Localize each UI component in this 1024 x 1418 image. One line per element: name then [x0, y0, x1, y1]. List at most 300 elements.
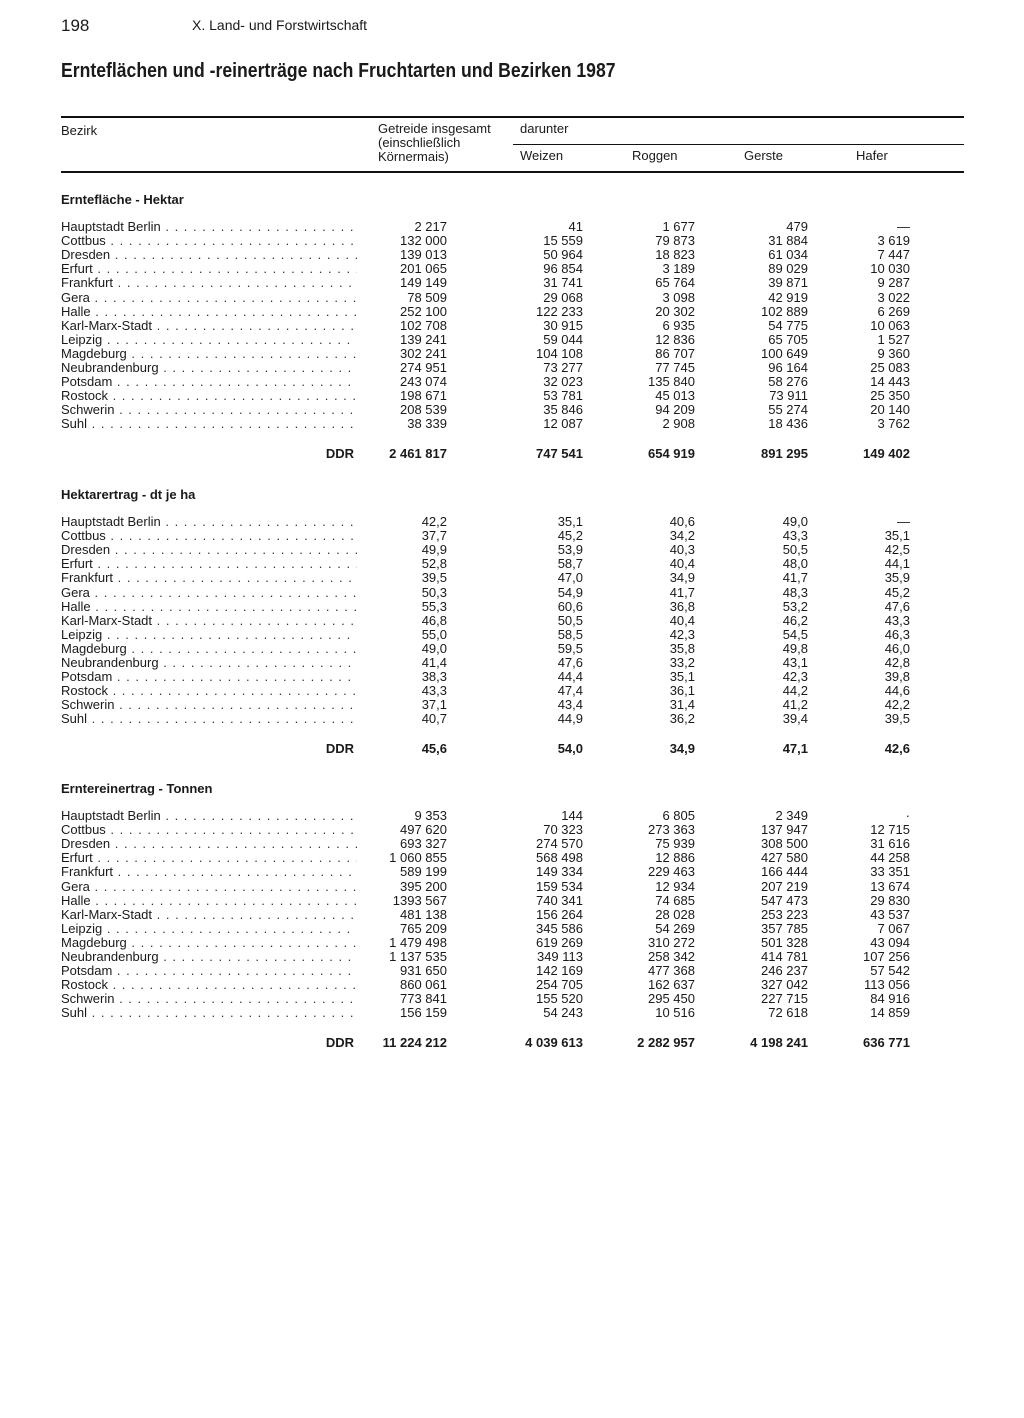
row-label: Erfurt . . .	[61, 557, 357, 571]
table-cell: 96 854	[543, 261, 583, 277]
table-row	[0, 837, 1024, 851]
table-cell: 773 841	[400, 991, 447, 1007]
table-cell: 35,8	[669, 640, 695, 656]
total-label: DDR	[325, 446, 354, 461]
table-cell: 47,6	[884, 598, 910, 614]
row-label: Schwerin . . .	[61, 698, 357, 712]
table-cell: 49,8	[782, 640, 808, 656]
row-label: Frankfurt . . .	[61, 865, 357, 879]
column-header-weizen: Weizen	[520, 148, 564, 163]
table-cell: 144	[561, 808, 583, 823]
table-cell: 55,0	[421, 626, 447, 642]
table-cell: 860 061	[400, 977, 447, 993]
table-cell: 113 056	[863, 977, 910, 993]
row-label: Gera . . .	[61, 880, 357, 894]
table-cell: 28 028	[655, 906, 695, 922]
table-cell: 46,0	[884, 640, 910, 656]
table-cell: 12 836	[655, 331, 695, 347]
table-cell: 77 745	[655, 360, 695, 375]
table-cell: 45 013	[655, 388, 695, 404]
table-cell: 45,2	[884, 584, 910, 600]
table-top-rule	[61, 116, 964, 118]
row-label: Rostock . . .	[61, 684, 357, 698]
total-cell: 34,9	[669, 741, 695, 756]
table-cell: 501 328	[761, 934, 808, 950]
table-row	[0, 1006, 1024, 1020]
table-cell: 20 140	[870, 402, 910, 418]
table-cell: 12 934	[655, 878, 695, 894]
table-cell: 61 034	[768, 247, 808, 263]
table-cell: 155 520	[536, 991, 583, 1007]
row-label: Dresden . . .	[61, 543, 357, 557]
table-row	[0, 319, 1024, 333]
row-label: Suhl . . .	[61, 1006, 357, 1020]
table-cell: 162 637	[648, 977, 695, 993]
table-row	[0, 529, 1024, 543]
table-cell: 43,1	[782, 655, 808, 670]
table-row	[0, 375, 1024, 389]
table-cell: 50,5	[782, 542, 808, 558]
table-cell: 42,3	[669, 626, 695, 642]
table-cell: 765 209	[400, 920, 447, 936]
row-label: Potsdam . . .	[61, 375, 357, 389]
table-row	[0, 656, 1024, 670]
table-cell: 29 068	[543, 289, 583, 305]
row-label: Potsdam . . .	[61, 964, 357, 978]
table-cell: 43,3	[782, 528, 808, 544]
table-row	[0, 389, 1024, 403]
total-row	[0, 447, 1024, 461]
row-label: Schwerin . . .	[61, 403, 357, 417]
table-cell: 45,2	[557, 528, 583, 544]
total-label: DDR	[325, 1035, 354, 1050]
table-cell: 274 951	[400, 360, 447, 375]
table-cell: 59,5	[557, 640, 583, 656]
table-cell: 295 450	[648, 991, 695, 1007]
table-cell: 58 276	[768, 374, 808, 390]
section-title: Hektarertrag - dt je ha	[61, 487, 196, 502]
table-cell: 547 473	[761, 892, 808, 908]
row-label: Karl-Marx-Stadt . . .	[61, 319, 357, 333]
table-cell: 52,8	[421, 556, 447, 572]
table-cell: 302 241	[400, 345, 447, 361]
table-row	[0, 642, 1024, 656]
table-row	[0, 908, 1024, 922]
table-cell: 53,2	[782, 598, 808, 614]
table-cell: 274 570	[536, 836, 583, 852]
table-cell: 30 915	[543, 317, 583, 333]
table-row	[0, 220, 1024, 234]
table-cell: 102 889	[761, 303, 808, 319]
table-cell: 65 705	[768, 331, 808, 347]
table-cell: 47,0	[557, 570, 583, 586]
table-cell: 273 363	[648, 822, 695, 838]
table-cell: 40,7	[421, 711, 447, 727]
table-cell: 139 241	[400, 331, 447, 347]
column-header-darunter: darunter	[520, 121, 569, 136]
table-cell: 94 209	[655, 402, 695, 418]
table-cell: 44,2	[782, 683, 808, 699]
row-label: Neubrandenburg . . .	[61, 656, 357, 670]
table-cell: 477 368	[648, 963, 695, 979]
total-label: DDR	[325, 741, 354, 756]
row-label: Halle . . .	[61, 600, 357, 614]
table-cell: 53 781	[543, 388, 583, 404]
section-title: Erntereinertrag - Tonnen	[61, 781, 213, 796]
page-number: 198	[61, 16, 90, 35]
table-cell: 3 022	[877, 289, 910, 305]
table-cell: 42,2	[884, 697, 910, 713]
table-cell: 497 620	[400, 822, 447, 838]
table-cell: 1 060 855	[389, 850, 447, 866]
table-cell: 43,3	[421, 683, 447, 699]
table-row	[0, 262, 1024, 276]
table-row	[0, 936, 1024, 950]
table-cell: 100 649	[761, 345, 808, 361]
table-cell: 41	[568, 219, 583, 234]
table-row	[0, 712, 1024, 726]
row-label: Karl-Marx-Stadt . . .	[61, 908, 357, 922]
table-cell: 53,9	[557, 542, 583, 558]
table-cell: 122 233	[536, 303, 583, 319]
table-cell: 35,1	[669, 669, 695, 685]
row-label: Hauptstadt Berlin . . .	[61, 809, 357, 823]
table-cell: 6 805	[662, 808, 695, 823]
table-cell: 568 498	[536, 850, 583, 866]
row-label: Cottbus . . .	[61, 234, 357, 248]
table-cell: 18 436	[768, 416, 808, 432]
table-cell: 44,6	[884, 683, 910, 699]
table-cell: 42,8	[884, 655, 910, 670]
table-row	[0, 347, 1024, 361]
table-cell: 132 000	[400, 233, 447, 249]
table-row	[0, 950, 1024, 964]
table-row	[0, 571, 1024, 585]
table-cell: 42,5	[884, 542, 910, 558]
row-label: Neubrandenburg . . .	[61, 361, 357, 375]
total-cell: 747 541	[536, 446, 583, 461]
table-cell: 50,5	[557, 612, 583, 628]
table-cell: 54 243	[543, 1005, 583, 1021]
table-cell: 159 534	[536, 878, 583, 894]
table-cell: 41,7	[669, 584, 695, 600]
table-cell: 42,2	[421, 514, 447, 529]
table-cell: 102 708	[400, 317, 447, 333]
table-cell: 38 339	[407, 416, 447, 432]
table-cell: —	[897, 514, 910, 529]
row-label: Leipzig . . .	[61, 628, 357, 642]
total-cell: 891 295	[761, 446, 808, 461]
table-row	[0, 670, 1024, 684]
table-cell: 39,5	[884, 711, 910, 727]
table-cell: 208 539	[400, 402, 447, 418]
table-cell: 1 479 498	[389, 934, 447, 950]
table-row	[0, 586, 1024, 600]
column-header-roggen: Roggen	[632, 148, 678, 163]
total-cell: 45,6	[421, 741, 447, 756]
table-cell: 9 353	[414, 808, 447, 823]
table-cell: 33 351	[870, 864, 910, 880]
table-cell: 41,4	[421, 655, 447, 670]
table-cell: 7 447	[877, 247, 910, 263]
table-cell: 308 500	[761, 836, 808, 852]
table-cell: 589 199	[400, 864, 447, 880]
row-label: Cottbus . . .	[61, 529, 357, 543]
table-cell: 43 537	[870, 906, 910, 922]
row-label: Suhl . . .	[61, 417, 357, 431]
table-cell: 41,2	[782, 697, 808, 713]
row-label: Schwerin . . .	[61, 992, 357, 1006]
table-cell: 49,0	[421, 640, 447, 656]
table-cell: 3 619	[877, 233, 910, 249]
table-cell: 38,3	[421, 669, 447, 685]
table-cell: 18 823	[655, 247, 695, 263]
table-cell: 3 189	[662, 261, 695, 277]
table-cell: 156 264	[536, 906, 583, 922]
table-cell: 427 580	[761, 850, 808, 866]
table-cell: 310 272	[648, 934, 695, 950]
table-cell: 246 237	[761, 963, 808, 979]
table-cell: 65 764	[655, 275, 695, 291]
row-label: Rostock . . .	[61, 389, 357, 403]
table-cell: 73 911	[769, 388, 808, 404]
table-cell: 48,0	[782, 556, 808, 572]
table-cell: 60,6	[557, 598, 583, 614]
table-cell: 40,4	[669, 556, 695, 572]
table-cell: 55 274	[768, 402, 808, 418]
table-cell: 46,2	[782, 612, 808, 628]
table-cell: 89 029	[768, 261, 808, 277]
table-cell: 135 840	[648, 374, 695, 390]
table-cell: 1 137 535	[389, 949, 447, 964]
table-cell: 149 334	[536, 864, 583, 880]
table-cell: 104 108	[536, 345, 583, 361]
row-label: Erfurt . . .	[61, 262, 357, 276]
table-cell: 70 323	[543, 822, 583, 838]
total-row	[0, 1036, 1024, 1050]
table-row	[0, 305, 1024, 319]
table-row	[0, 992, 1024, 1006]
table-cell: 12 886	[655, 850, 695, 866]
table-cell: 139 013	[400, 247, 447, 263]
table-cell: 50 964	[543, 247, 583, 263]
table-cell: 43,4	[557, 697, 583, 713]
row-label: Hauptstadt Berlin . . .	[61, 220, 357, 234]
table-row	[0, 417, 1024, 431]
table-cell: 74 685	[655, 892, 695, 908]
total-cell: 4 039 613	[525, 1035, 583, 1050]
table-cell: 47,6	[557, 655, 583, 670]
table-cell: 44,1	[884, 556, 910, 572]
table-cell: 35,9	[884, 570, 910, 586]
table-cell: 2 217	[414, 219, 447, 234]
table-row	[0, 543, 1024, 557]
row-label: Leipzig . . .	[61, 922, 357, 936]
column-header-bezirk: Bezirk	[61, 123, 98, 138]
table-cell: 243 074	[400, 374, 447, 390]
table-row	[0, 851, 1024, 865]
table-cell: 3 098	[662, 289, 695, 305]
row-label: Magdeburg . . .	[61, 642, 357, 656]
table-cell: 207 219	[761, 878, 808, 894]
table-cell: 14 443	[870, 374, 910, 390]
table-cell: 49,0	[782, 514, 808, 529]
table-cell: 9 360	[877, 345, 910, 361]
table-cell: 349 113	[536, 949, 583, 964]
table-cell: 3 762	[877, 416, 910, 432]
table-cell: 75 939	[655, 836, 695, 852]
total-row	[0, 742, 1024, 756]
table-cell: 49,9	[421, 542, 447, 558]
table-cell: 14 859	[870, 1005, 910, 1021]
table-cell: 86 707	[655, 345, 695, 361]
row-label: Erfurt . . .	[61, 851, 357, 865]
table-cell: 37,7	[421, 528, 447, 544]
table-cell: 79 873	[655, 233, 695, 249]
table-row	[0, 234, 1024, 248]
table-cell: 35 846	[543, 402, 583, 418]
table-row	[0, 964, 1024, 978]
table-cell: 198 671	[400, 388, 447, 404]
table-cell: 166 444	[761, 864, 808, 880]
table-cell: 32 023	[543, 374, 583, 390]
table-cell: 25 350	[870, 388, 910, 404]
table-cell: 2 349	[775, 808, 808, 823]
table-cell: 25 083	[870, 360, 910, 375]
table-row	[0, 698, 1024, 712]
row-label: Potsdam . . .	[61, 670, 357, 684]
table-cell: 1 527	[877, 331, 910, 347]
table-cell: 39,4	[782, 711, 808, 727]
table-row	[0, 600, 1024, 614]
table-cell: 44,9	[557, 711, 583, 727]
table-cell: 31 741	[543, 275, 583, 291]
total-cell: 654 919	[648, 446, 695, 461]
table-cell: 39,8	[884, 669, 910, 685]
table-cell: 10 030	[870, 261, 910, 277]
row-label: Leipzig . . .	[61, 333, 357, 347]
table-cell: 34,2	[669, 528, 695, 544]
table-cell: 58,7	[557, 556, 583, 572]
table-cell: 327 042	[761, 977, 808, 993]
table-cell: 40,6	[669, 514, 695, 529]
table-cell: 7 067	[877, 920, 910, 936]
table-cell: 20 302	[655, 303, 695, 319]
row-label: Cottbus . . .	[61, 823, 357, 837]
table-cell: 54,5	[782, 626, 808, 642]
row-label: Halle . . .	[61, 305, 357, 319]
table-cell: 73 277	[543, 360, 583, 375]
table-cell: 41,7	[782, 570, 808, 586]
table-cell: 43 094	[870, 934, 910, 950]
table-row	[0, 880, 1024, 894]
table-cell: 57 542	[870, 963, 910, 979]
table-row	[0, 557, 1024, 571]
table-cell: 6 935	[662, 317, 695, 333]
table-cell: 395 200	[400, 878, 447, 894]
table-cell: 740 341	[536, 892, 583, 908]
table-cell: 149 149	[400, 275, 447, 291]
table-cell: 254 705	[536, 977, 583, 993]
table-row	[0, 978, 1024, 992]
total-cell: 47,1	[782, 741, 808, 756]
table-row	[0, 865, 1024, 879]
table-cell: 78 509	[407, 289, 447, 305]
table-cell: 42,3	[782, 669, 808, 685]
row-label: Dresden . . .	[61, 248, 357, 262]
table-cell: 37,1	[421, 697, 447, 713]
table-cell: 84 916	[870, 991, 910, 1007]
table-cell: 47,4	[557, 683, 583, 699]
table-cell: ·	[905, 808, 910, 823]
table-cell: 481 138	[400, 906, 447, 922]
section-title: Erntefläche - Hektar	[61, 192, 184, 207]
table-cell: 59 044	[543, 331, 583, 347]
table-row	[0, 248, 1024, 262]
row-label: Frankfurt . . .	[61, 571, 357, 585]
table-cell: 29 830	[870, 892, 910, 908]
table-cell: 1393 567	[392, 892, 447, 908]
table-row	[0, 515, 1024, 529]
total-cell: 54,0	[557, 741, 583, 756]
table-cell: —	[897, 219, 910, 234]
table-cell: 252 100	[400, 303, 447, 319]
total-cell: 2 461 817	[389, 446, 447, 461]
table-cell: 72 618	[768, 1005, 808, 1021]
table-cell: 43,3	[884, 612, 910, 628]
row-label: Gera . . .	[61, 586, 357, 600]
table-row	[0, 894, 1024, 908]
table-row	[0, 403, 1024, 417]
table-row	[0, 684, 1024, 698]
table-cell: 357 785	[761, 920, 808, 936]
table-cell: 39,5	[421, 570, 447, 586]
table-cell: 137 947	[761, 822, 808, 838]
row-label: Gera . . .	[61, 291, 357, 305]
table-cell: 31,4	[669, 697, 695, 713]
table-cell: 12 087	[543, 416, 583, 432]
table-cell: 15 559	[543, 233, 583, 249]
total-cell: 11 224 212	[382, 1035, 447, 1050]
table-cell: 9 287	[877, 275, 910, 291]
row-label: Halle . . .	[61, 894, 357, 908]
column-header-hafer: Hafer	[856, 148, 888, 163]
table-cell: 96 164	[768, 360, 808, 375]
table-cell: 31 616	[870, 836, 910, 852]
table-cell: 229 463	[648, 864, 695, 880]
table-cell: 55,3	[421, 598, 447, 614]
table-cell: 253 223	[761, 906, 808, 922]
table-cell: 201 065	[400, 261, 447, 277]
table-cell: 54,9	[557, 584, 583, 600]
table-cell: 35,1	[557, 514, 583, 529]
table-cell: 1 677	[662, 219, 695, 234]
total-cell: 4 198 241	[750, 1035, 808, 1050]
table-cell: 46,3	[884, 626, 910, 642]
table-row	[0, 809, 1024, 823]
table-cell: 693 327	[400, 836, 447, 852]
table-cell: 36,1	[669, 683, 695, 699]
table-cell: 40,4	[669, 612, 695, 628]
table-cell: 258 342	[648, 949, 695, 964]
table-row	[0, 276, 1024, 290]
table-cell: 35,1	[884, 528, 910, 544]
row-label: Rostock . . .	[61, 978, 357, 992]
table-cell: 156 159	[400, 1005, 447, 1021]
total-cell: 42,6	[884, 741, 910, 756]
row-label: Magdeburg . . .	[61, 347, 357, 361]
table-cell: 10 516	[655, 1005, 695, 1021]
